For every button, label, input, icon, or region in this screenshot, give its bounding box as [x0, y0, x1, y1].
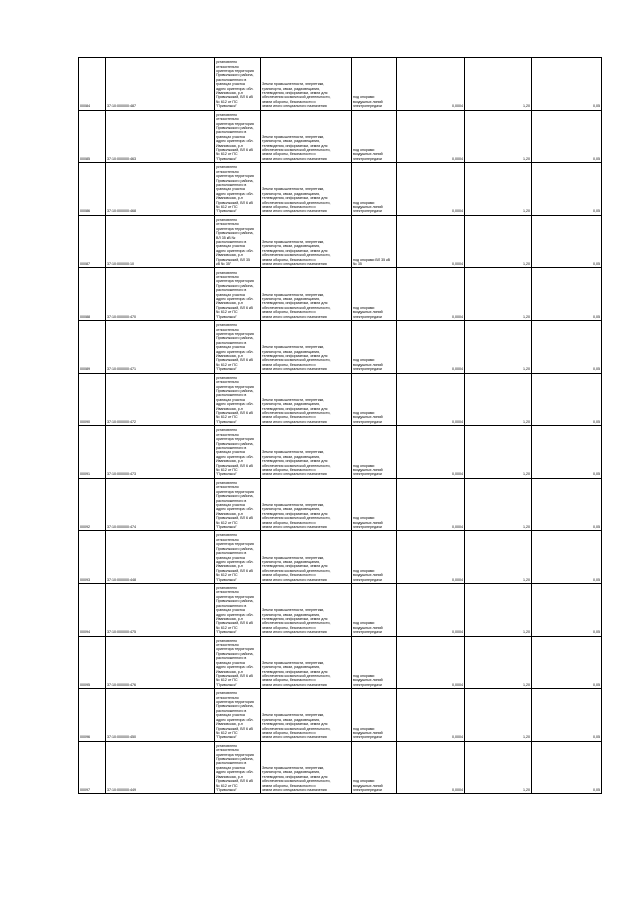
tax-cell: 0,05 [532, 58, 602, 111]
tax-cell: 0,05 [532, 531, 602, 584]
permitted-use-cell: под опорами воздушных линий электропередачи [352, 320, 397, 373]
tax-cell: 0,05 [532, 373, 602, 426]
area-cell: 0,0004 [397, 426, 465, 479]
row-id-cell: 00091 [79, 426, 106, 479]
cadastral-number-cell: 37:10:000000:449 [106, 741, 215, 794]
cadastral-number-cell: 37:10:000000:10 [106, 215, 215, 268]
permitted-use-cell: под опорами воздушных линий электропередачи [352, 373, 397, 426]
location-description-cell: установлено относительно ориентира территория Приволжского района, расположенного в границах участка адрес ориентира: обл. Ивановская, р-н Приволжский, ВЛ 6 кВ № 612 от ПС "Приволжск" [215, 478, 261, 531]
table-row [79, 268, 602, 321]
land-category-cell: Земли промышленности, энергетики, транспорта, связи, радиовещания, телевидения, информатики, земли для обеспечения космической деятельности, земли обороны, безопасности и земли иного специального назначения [261, 163, 352, 216]
table-body [79, 58, 602, 794]
location-description-cell: установлено относительно ориентира территория Приволжского района, расположенного в границах участка адрес ориентира: обл. Ивановская, р-н Приволжский, ВЛ 6 кВ № 612 от ПС "Приволжск" [215, 636, 261, 689]
permitted-use-cell: под опорами воздушных линий электропередачи [352, 478, 397, 531]
location-description-cell: установлено относительно ориентира территория Приволжского района, расположенного в границах участка адрес ориентира: обл. Ивановская, р-н Приволжский, ВЛ 6 кВ № 612 от ПС "Приволжск" [215, 373, 261, 426]
area-cell: 0,0004 [397, 373, 465, 426]
rate-cell: 1,20 [465, 268, 532, 321]
table-row [79, 741, 602, 794]
cadastral-number-cell: 37:10:000000:448 [106, 531, 215, 584]
location-description-cell: установлено относительно ориентира территория Приволжского района, расположенного в границах участка адрес ориентира: обл. Ивановская, р-н Приволжский, ВЛ 6 кВ № 612 от ПС "Приволжск" [215, 110, 261, 163]
area-cell: 0,0004 [397, 58, 465, 111]
permitted-use-cell: под опорами воздушных линий электропередачи [352, 636, 397, 689]
table-row [79, 373, 602, 426]
table-row [79, 110, 602, 163]
row-id-cell: 00090 [79, 373, 106, 426]
area-cell: 0,0004 [397, 478, 465, 531]
tax-cell: 0,05 [532, 426, 602, 479]
land-category-cell: Земли промышленности, энергетики, транспорта, связи, радиовещания, телевидения, информатики, земли для обеспечения космической деятельности, земли обороны, безопасности и земли иного специального назначения [261, 478, 352, 531]
location-description-cell: установлено относительно ориентира территория Приволжского района, расположенного в границах участка адрес ориентира: обл. Ивановская, р-н Приволжский, ВЛ 6 кВ № 612 от ПС "Приволжск" [215, 163, 261, 216]
permitted-use-cell: под опорами воздушных линий электропередачи [352, 741, 397, 794]
rate-cell: 1,20 [465, 373, 532, 426]
cadastral-number-cell: 37:10:000000:474 [106, 478, 215, 531]
cadastral-number-cell: 37:10:000000:476 [106, 636, 215, 689]
location-description-cell: установлено относительно ориентира территория Приволжского района, расположенного в границах участка адрес ориентира: обл. Ивановская, р-н Приволжский, ВЛ 6 кВ № 612 от ПС "Приволжск" [215, 320, 261, 373]
table-row [79, 215, 602, 268]
permitted-use-cell: под опорами воздушных линий электропередачи [352, 58, 397, 111]
row-id-cell: 00096 [79, 689, 106, 742]
table-row [79, 636, 602, 689]
cadastral-number-cell: 37:10:000000:471 [106, 320, 215, 373]
row-id-cell: 00088 [79, 268, 106, 321]
table-row [79, 58, 602, 111]
permitted-use-cell: под опорами воздушных линий электропередачи [352, 268, 397, 321]
cadastral-number-cell: 37:10:000000:470 [106, 268, 215, 321]
row-id-cell: 00094 [79, 583, 106, 636]
tax-cell: 0,05 [532, 163, 602, 216]
land-category-cell: Земли промышленности, энергетики, транспорта, связи, радиовещания, телевидения, информатики, земли для обеспечения космической деятельности, земли обороны, безопасности и земли иного специального назначения [261, 320, 352, 373]
tax-cell: 0,05 [532, 583, 602, 636]
tax-cell: 0,05 [532, 320, 602, 373]
area-cell: 0,0004 [397, 531, 465, 584]
table-row [79, 320, 602, 373]
area-cell: 0,0004 [397, 268, 465, 321]
land-category-cell: Земли промышленности, энергетики, транспорта, связи, радиовещания, телевидения, информатики, земли для обеспечения космической деятельности, земли обороны, безопасности и земли иного специального назначения [261, 110, 352, 163]
table-row [79, 478, 602, 531]
rate-cell: 1,20 [465, 531, 532, 584]
row-id-cell: 00084 [79, 58, 106, 111]
rate-cell: 1,20 [465, 741, 532, 794]
area-cell: 0,0004 [397, 636, 465, 689]
land-category-cell: Земли промышленности, энергетики, транспорта, связи, радиовещания, телевидения, информатики, земли для обеспечения космической деятельности, земли обороны, безопасности и земли иного специального назначения [261, 58, 352, 111]
tax-cell: 0,05 [532, 478, 602, 531]
tax-cell: 0,05 [532, 636, 602, 689]
rate-cell: 1,20 [465, 426, 532, 479]
permitted-use-cell: под опорами воздушных линий электропередачи [352, 583, 397, 636]
permitted-use-cell: под опорами воздушных линий электропередачи [352, 426, 397, 479]
tax-cell: 0,05 [532, 110, 602, 163]
row-id-cell: 00093 [79, 531, 106, 584]
location-description-cell: установлено относительно ориентира территория Приволжского района, ВЛ 35 кВ № расположенного в границах участка адрес ориентира: обл. Ивановская, р-н Приволжский, ВЛ 35 кВ № 35" [215, 215, 261, 268]
table-row [79, 689, 602, 742]
cadastral-number-cell: 37:10:000000:473 [106, 426, 215, 479]
land-category-cell: Земли промышленности, энергетики, транспорта, связи, радиовещания, телевидения, информатики, земли для обеспечения космической деятельности, земли обороны, безопасности и земли иного специального назначения [261, 215, 352, 268]
location-description-cell: установлено относительно ориентира территория Приволжского района, расположенного в границах участка адрес ориентира: обл. Ивановская, р-н Приволжский, ВЛ 6 кВ № 612 от ПС "Приволжск" [215, 583, 261, 636]
row-id-cell: 00089 [79, 320, 106, 373]
location-description-cell: установлено относительно ориентира территория Приволжского района, расположенного в границах участка адрес ориентира: обл. Ивановская, р-н Приволжский, ВЛ 6 кВ № 612 от ПС "Приволжск" [215, 531, 261, 584]
area-cell: 0,0004 [397, 215, 465, 268]
permitted-use-cell: под опорами ВЛ 35 кВ № 35 [352, 215, 397, 268]
permitted-use-cell: под опорами воздушных линий электропередачи [352, 531, 397, 584]
cadastral-number-cell: 37:10:000000:468 [106, 163, 215, 216]
land-category-cell: Земли промышленности, энергетики, транспорта, связи, радиовещания, телевидения, информатики, земли для обеспечения космической деятельности, земли обороны, безопасности и земли иного специального назначения [261, 373, 352, 426]
row-id-cell: 00087 [79, 215, 106, 268]
area-cell: 0,0004 [397, 689, 465, 742]
land-category-cell: Земли промышленности, энергетики, транспорта, связи, радиовещания, телевидения, информатики, земли для обеспечения космической деятельности, земли обороны, безопасности и земли иного специального назначения [261, 689, 352, 742]
tax-cell: 0,05 [532, 741, 602, 794]
area-cell: 0,0004 [397, 741, 465, 794]
area-cell: 0,0004 [397, 163, 465, 216]
permitted-use-cell: под опорами воздушных линий электропередачи [352, 689, 397, 742]
table-row [79, 531, 602, 584]
rate-cell: 1,20 [465, 583, 532, 636]
cadastral-number-cell: 37:10:000000:450 [106, 689, 215, 742]
permitted-use-cell: под опорами воздушных линий электропередачи [352, 163, 397, 216]
location-description-cell: установлено относительно ориентира территория Приволжского района, расположенного в границах участка адрес ориентира: обл. Ивановская, р-н Приволжский, ВЛ 6 кВ № 612 от ПС "Приволжск" [215, 58, 261, 111]
area-cell: 0,0004 [397, 320, 465, 373]
rate-cell: 1,20 [465, 478, 532, 531]
cadastral-number-cell: 37:10:000000:475 [106, 583, 215, 636]
land-category-cell: Земли промышленности, энергетики, транспорта, связи, радиовещания, телевидения, информатики, земли для обеспечения космической деятельности, земли обороны, безопасности и земли иного специального назначения [261, 531, 352, 584]
row-id-cell: 00085 [79, 110, 106, 163]
cadastral-number-cell: 37:10:000000:472 [106, 373, 215, 426]
rate-cell: 1,20 [465, 215, 532, 268]
tax-cell: 0,05 [532, 215, 602, 268]
area-cell: 0,0004 [397, 110, 465, 163]
table-row [79, 163, 602, 216]
tax-cell: 0,05 [532, 268, 602, 321]
table-row [79, 583, 602, 636]
cadastral-number-cell: 37:10:000000:463 [106, 110, 215, 163]
land-plots-table [78, 57, 602, 794]
location-description-cell: установлено относительно ориентира территория Приволжского района, расположенного в границах участка адрес ориентира: обл. Ивановская, р-н Приволжский, ВЛ 6 кВ № 612 от ПС "Приволжск" [215, 689, 261, 742]
tax-cell: 0,05 [532, 689, 602, 742]
rate-cell: 1,20 [465, 689, 532, 742]
row-id-cell: 00095 [79, 636, 106, 689]
permitted-use-cell: под опорами воздушных линий электропередачи [352, 110, 397, 163]
rate-cell: 1,20 [465, 320, 532, 373]
rate-cell: 1,20 [465, 58, 532, 111]
location-description-cell: установлено относительно ориентира территория Приволжского района, расположенного в границах участка адрес ориентира: обл. Ивановская, р-н Приволжский, ВЛ 6 кВ № 612 от ПС "Приволжск" [215, 426, 261, 479]
land-category-cell: Земли промышленности, энергетики, транспорта, связи, радиовещания, телевидения, информатики, земли для обеспечения космической деятельности, земли обороны, безопасности и земли иного специального назначения [261, 426, 352, 479]
rate-cell: 1,20 [465, 163, 532, 216]
land-category-cell: Земли промышленности, энергетики, транспорта, связи, радиовещания, телевидения, информатики, земли для обеспечения космической деятельности, земли обороны, безопасности и земли иного специального назначения [261, 741, 352, 794]
table-row [79, 426, 602, 479]
land-category-cell: Земли промышленности, энергетики, транспорта, связи, радиовещания, телевидения, информатики, земли для обеспечения космической деятельности, земли обороны, безопасности и земли иного специального назначения [261, 583, 352, 636]
rate-cell: 1,20 [465, 110, 532, 163]
row-id-cell: 00097 [79, 741, 106, 794]
row-id-cell: 00086 [79, 163, 106, 216]
rate-cell: 1,20 [465, 636, 532, 689]
land-category-cell: Земли промышленности, энергетики, транспорта, связи, радиовещания, телевидения, информатики, земли для обеспечения космической деятельности, земли обороны, безопасности и земли иного специального назначения [261, 268, 352, 321]
land-category-cell: Земли промышленности, энергетики, транспорта, связи, радиовещания, телевидения, информатики, земли для обеспечения космической деятельности, земли обороны, безопасности и земли иного специального назначения [261, 636, 352, 689]
cadastral-number-cell: 37:10:000000:487 [106, 58, 215, 111]
location-description-cell: установлено относительно ориентира территория Приволжского района, расположенного в границах участка адрес ориентира: обл. Ивановская, р-н Приволжский, ВЛ 6 кВ № 612 от ПС "Приволжск" [215, 268, 261, 321]
area-cell: 0,0004 [397, 583, 465, 636]
location-description-cell: установлено относительно ориентира территория Приволжского района, расположенного в границах участка адрес ориентира: обл. Ивановская, р-н Приволжский, ВЛ 6 кВ № 612 от ПС "Приволжск" [215, 741, 261, 794]
row-id-cell: 00092 [79, 478, 106, 531]
